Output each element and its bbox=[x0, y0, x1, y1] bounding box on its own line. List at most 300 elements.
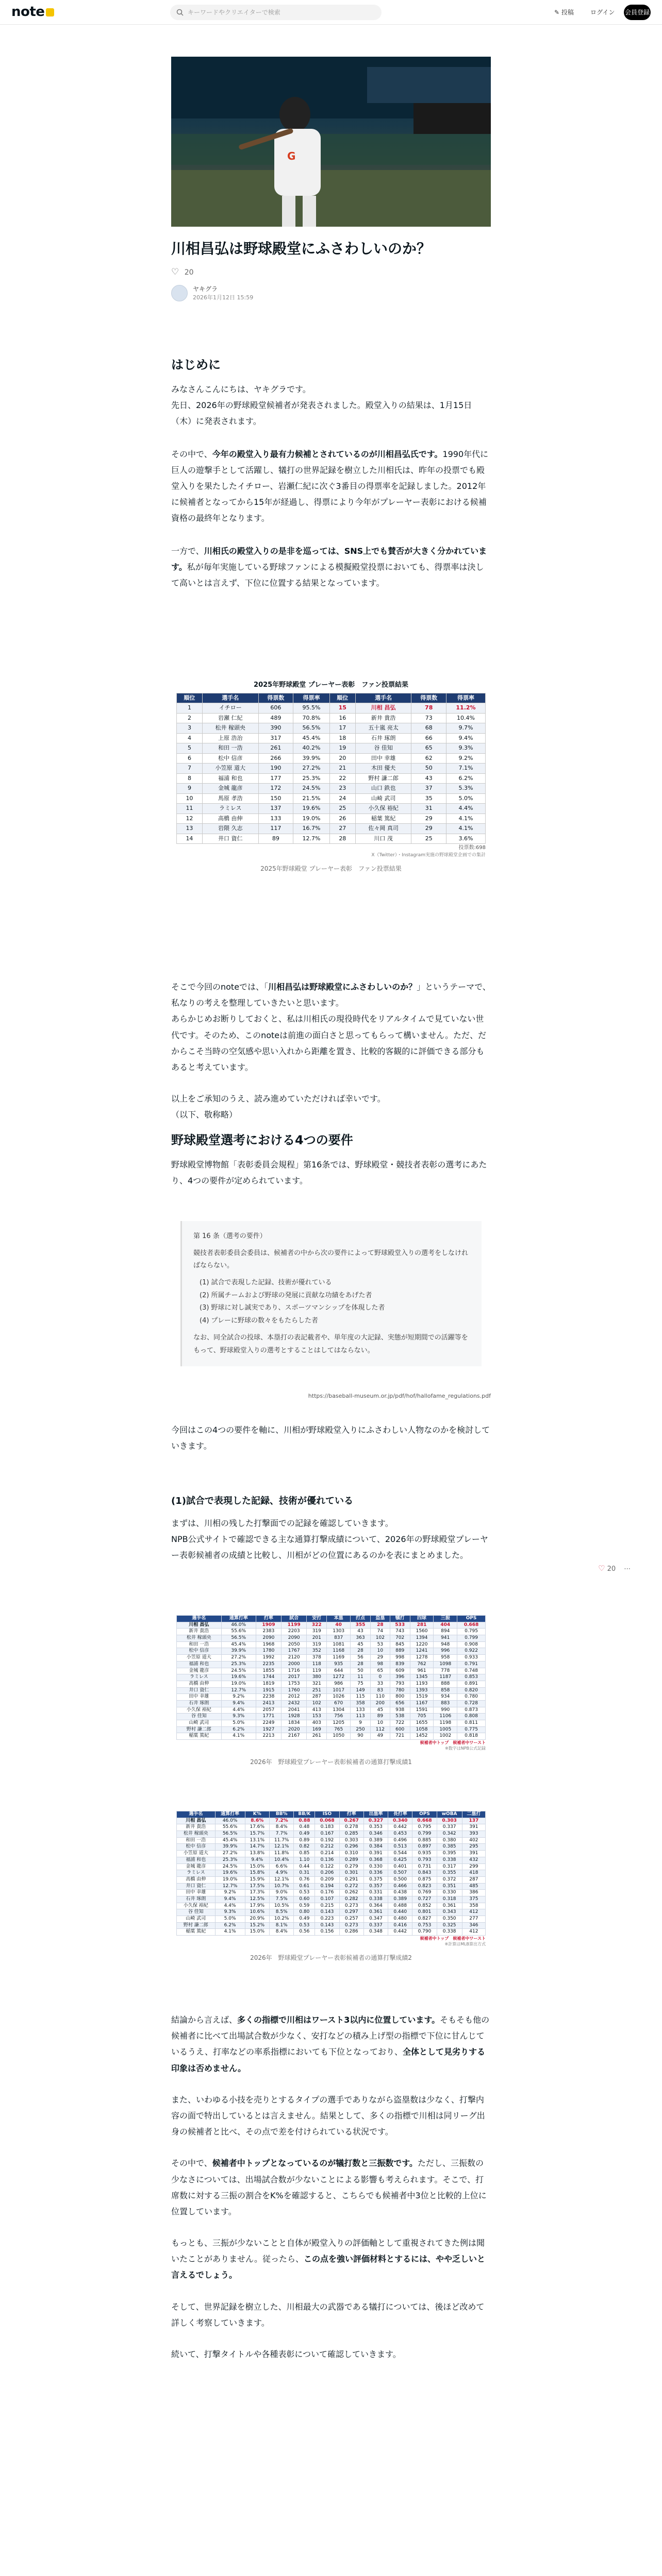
hero-image bbox=[171, 57, 491, 227]
table-cell: 380 bbox=[307, 1674, 327, 1681]
table-cell: 松中 信彦 bbox=[202, 753, 258, 764]
table-row bbox=[177, 824, 486, 834]
table-cell: 8.6% bbox=[245, 1818, 269, 1824]
table-row bbox=[177, 723, 486, 734]
note-logo-mark bbox=[46, 8, 54, 16]
column-header: 得票率 bbox=[446, 693, 486, 703]
table-cell: 0.212 bbox=[315, 1844, 339, 1851]
table-cell: 4.1% bbox=[221, 1733, 256, 1740]
search-icon bbox=[176, 9, 184, 16]
table-cell: 261 bbox=[307, 1733, 327, 1740]
author-avatar[interactable] bbox=[171, 285, 188, 301]
table-cell: 0.780 bbox=[457, 1694, 486, 1701]
table-cell: 4.1% bbox=[446, 824, 486, 834]
table-cell: 井口 資仁 bbox=[177, 1883, 216, 1890]
table-cell: 0.156 bbox=[315, 1929, 339, 1936]
vote-result-table bbox=[176, 693, 486, 844]
table-cell: 10 bbox=[177, 793, 203, 804]
table-row bbox=[177, 1916, 486, 1923]
table-cell: 1272 bbox=[327, 1674, 351, 1681]
table-cell: 0.296 bbox=[339, 1844, 363, 1851]
table-cell: 118 bbox=[307, 1661, 327, 1668]
table-cell: 19.0% bbox=[293, 814, 330, 824]
table-cell: 65 bbox=[411, 743, 446, 754]
figure-caption: 2026年 野球殿堂プレーヤー表彰候補者の通算打撃成績2 bbox=[250, 1954, 412, 1962]
table-cell: 0.273 bbox=[339, 1903, 363, 1909]
table-cell: 11.8% bbox=[269, 1851, 293, 1857]
like-row[interactable] bbox=[171, 267, 491, 278]
table-cell: 0.401 bbox=[388, 1863, 412, 1870]
table-cell: 0.53 bbox=[294, 1922, 315, 1929]
table-cell: 1519 bbox=[410, 1694, 434, 1701]
table-cell: 17 bbox=[329, 723, 355, 734]
column-header: 通算打率 bbox=[215, 1811, 245, 1818]
table-row bbox=[177, 1714, 486, 1720]
table-cell: 9.2% bbox=[221, 1694, 256, 1701]
table-cell: 935 bbox=[327, 1661, 351, 1668]
table-cell: 松井 稼頭央 bbox=[177, 1635, 222, 1642]
table-cell: 765 bbox=[327, 1726, 351, 1733]
table-cell: 46.0% bbox=[215, 1818, 245, 1824]
source-link[interactable]: https://baseball-museum.or.jp/pdf/hof/hallofame_regulations.pdf bbox=[308, 1393, 491, 1399]
table-cell: 250 bbox=[351, 1726, 371, 1733]
table-cell: 9.3% bbox=[446, 743, 486, 754]
table-cell: 200 bbox=[371, 1700, 390, 1707]
table-cell: 12.1% bbox=[269, 1876, 293, 1883]
table-cell: 89 bbox=[258, 834, 293, 844]
table-cell: 8.5% bbox=[269, 1909, 293, 1916]
table-row bbox=[177, 1700, 486, 1707]
table-cell: 363 bbox=[351, 1635, 371, 1642]
table-cell: 0.338 bbox=[437, 1929, 462, 1936]
table-cell: 780 bbox=[390, 1687, 410, 1694]
table-cell: 17.3% bbox=[245, 1890, 269, 1896]
table-cell: 35 bbox=[411, 793, 446, 804]
table-cell: 10.4% bbox=[446, 713, 486, 723]
table-cell: 177 bbox=[258, 773, 293, 784]
table-cell: 0.389 bbox=[363, 1837, 388, 1844]
table-cell: 14 bbox=[177, 834, 203, 844]
table-cell: 0.291 bbox=[339, 1876, 363, 1883]
table-cell: 39.9% bbox=[215, 1844, 245, 1851]
table-row bbox=[177, 1726, 486, 1733]
table-cell: 9 bbox=[351, 1720, 371, 1727]
quote-item: (2) 所属チームおよび野球の発展に貢献な功績をあげた者 bbox=[200, 1291, 372, 1299]
quote-title: 第 16 条（選考の要件） bbox=[193, 1232, 267, 1240]
table-row bbox=[177, 1883, 486, 1890]
author-row[interactable] bbox=[171, 285, 491, 302]
table-cell: 68 bbox=[411, 723, 446, 734]
table-row bbox=[177, 1629, 486, 1635]
table-row bbox=[177, 1694, 486, 1701]
table-cell: 4.4% bbox=[446, 804, 486, 814]
table-cell: 1716 bbox=[282, 1668, 307, 1674]
table-cell: 56.5% bbox=[221, 1635, 256, 1642]
table-row bbox=[177, 1863, 486, 1870]
table-cell: 石井 琢朗 bbox=[355, 733, 411, 743]
table-cell: 0.355 bbox=[437, 1870, 462, 1877]
table-cell: 2120 bbox=[282, 1655, 307, 1662]
table-cell: 6.2% bbox=[446, 773, 486, 784]
table-cell: 新井 貴浩 bbox=[355, 713, 411, 723]
table-cell: 0.480 bbox=[388, 1916, 412, 1923]
table-cell: 0.82 bbox=[294, 1844, 315, 1851]
table-cell: 800 bbox=[390, 1694, 410, 1701]
table-cell: 990 bbox=[434, 1707, 457, 1714]
table-cell: 金城 龍彦 bbox=[202, 784, 258, 794]
table-cell: 1050 bbox=[327, 1733, 351, 1740]
table-cell: 0.297 bbox=[339, 1909, 363, 1916]
table-cell: 702 bbox=[390, 1635, 410, 1642]
table-cell: 0.843 bbox=[412, 1870, 437, 1877]
table-cell: 948 bbox=[434, 1641, 457, 1648]
table-row bbox=[177, 1655, 486, 1662]
table-cell: 0.799 bbox=[457, 1635, 486, 1642]
column-header: 打率 bbox=[256, 1616, 281, 1622]
table-cell: 0.668 bbox=[457, 1622, 486, 1629]
table-cell: 201 bbox=[307, 1635, 327, 1642]
table-cell: 251 bbox=[307, 1687, 327, 1694]
table-cell: 1241 bbox=[410, 1648, 434, 1655]
table-cell: 0.753 bbox=[412, 1922, 437, 1929]
table-cell: 1058 bbox=[410, 1726, 434, 1733]
table-cell: 9.4% bbox=[446, 733, 486, 743]
table-row bbox=[177, 1648, 486, 1655]
paragraph: 一方で、川相氏の殿堂入りの是非を巡っては、SNS上でも賛否が大きく分かれています。私が毎年実施している野球ファンによる模擬殿堂投票においても、得票率は決して高いとは言えず、下位に位置する結果となっています。 bbox=[171, 546, 487, 588]
batting-stats-figure-1 bbox=[176, 1615, 486, 1767]
column-header: 選手名 bbox=[355, 693, 411, 703]
table-row bbox=[177, 1668, 486, 1674]
table-cell: 0.286 bbox=[339, 1929, 363, 1936]
table-cell: 37 bbox=[411, 784, 446, 794]
table-cell: 266 bbox=[258, 753, 293, 764]
table-cell: 0.262 bbox=[339, 1890, 363, 1896]
table-cell: 43 bbox=[411, 773, 446, 784]
table-header-row bbox=[177, 693, 486, 703]
table-row bbox=[177, 1903, 486, 1909]
table-cell: 岩隈 久志 bbox=[202, 824, 258, 834]
table-cell: 7.2% bbox=[269, 1818, 293, 1824]
table-row bbox=[177, 1896, 486, 1903]
table-cell: 8.1% bbox=[269, 1922, 293, 1929]
table-cell: 谷 佳知 bbox=[355, 743, 411, 754]
table-row bbox=[177, 753, 486, 764]
table-cell: 1834 bbox=[282, 1720, 307, 1727]
table-cell: 28 bbox=[351, 1661, 371, 1668]
table-cell: 391 bbox=[462, 1851, 485, 1857]
table-cell: 0.192 bbox=[315, 1837, 339, 1844]
table-row bbox=[177, 1876, 486, 1883]
table-row bbox=[177, 1681, 486, 1687]
table-cell: 8.4% bbox=[269, 1929, 293, 1936]
table-cell: 6 bbox=[177, 753, 203, 764]
table-cell: 7.1% bbox=[446, 764, 486, 774]
table-cell: 0.853 bbox=[457, 1674, 486, 1681]
heart-icon[interactable]: ♡ bbox=[171, 267, 179, 277]
table-cell: 56.5% bbox=[293, 723, 330, 734]
table-cell: 0.416 bbox=[388, 1922, 412, 1929]
column-header: 選手名 bbox=[202, 693, 258, 703]
paragraph: あらかじめお断りしておくと、私は川相氏の現役時代をリアルタイムで見ていない世代です。そのため、このnoteは前進の面白さと思ってもらって構いません。ただ、だからこそ当時の空気感や思い入れから距離を置き、比較的客観的に評価できる部分もあると考えています。 bbox=[171, 1014, 487, 1072]
table-cell: 0.282 bbox=[339, 1896, 363, 1903]
table-cell: 13 bbox=[177, 824, 203, 834]
table-cell: 0.364 bbox=[363, 1903, 388, 1909]
table-cell: 8.4% bbox=[269, 1824, 293, 1831]
table-cell: 29 bbox=[371, 1655, 390, 1662]
table-cell: 谷 佳知 bbox=[177, 1714, 222, 1720]
table-cell: 70.8% bbox=[293, 713, 330, 723]
table-cell: 0.775 bbox=[457, 1726, 486, 1733]
table-cell: 888 bbox=[434, 1681, 457, 1687]
table-cell: 松井 稼頭央 bbox=[177, 1831, 216, 1838]
table-cell: 1968 bbox=[256, 1641, 281, 1648]
table-cell: 74 bbox=[371, 1629, 390, 1635]
table-cell: 0.395 bbox=[437, 1851, 462, 1857]
table-cell: 0.337 bbox=[437, 1824, 462, 1831]
table-cell: 9.4% bbox=[245, 1857, 269, 1863]
table-cell: 0.790 bbox=[412, 1929, 437, 1936]
author-name[interactable]: ヤキグラ bbox=[193, 285, 218, 293]
table-cell: 0.488 bbox=[388, 1903, 412, 1909]
table-cell: 56.5% bbox=[215, 1831, 245, 1838]
table-cell: 4.9% bbox=[269, 1870, 293, 1877]
table-cell: 961 bbox=[410, 1668, 434, 1674]
table-cell: 山崎 武司 bbox=[177, 1916, 216, 1923]
table-cell: 10 bbox=[371, 1720, 390, 1727]
table-cell: 0.795 bbox=[457, 1629, 486, 1635]
table-cell: 0.318 bbox=[437, 1896, 462, 1903]
table-cell: 高橋 由伸 bbox=[177, 1876, 216, 1883]
vote-result-figure bbox=[176, 680, 486, 873]
quote-item: (1) 試合で表現した記録、技術が優れている bbox=[200, 1279, 332, 1287]
table-cell: 0.385 bbox=[437, 1844, 462, 1851]
column-header: 犠打 bbox=[390, 1616, 410, 1622]
table-cell: ラミレス bbox=[177, 1674, 222, 1681]
column-header: K% bbox=[245, 1811, 269, 1818]
table-cell: 0.380 bbox=[437, 1837, 462, 1844]
table-cell: 9.7% bbox=[446, 723, 486, 734]
intro-heading: はじめに bbox=[171, 358, 221, 372]
vote-total: 投票数:698 bbox=[458, 845, 486, 851]
table-cell: 0.330 bbox=[363, 1863, 388, 1870]
table-cell: 0.769 bbox=[412, 1890, 437, 1896]
search-input[interactable]: キーワードやクリエイターで検索 bbox=[170, 5, 382, 20]
table-cell: 83 bbox=[371, 1687, 390, 1694]
table-cell: 7.7% bbox=[269, 1831, 293, 1838]
paragraph: 今回はこの4つの要件を軸に、川相が野球殿堂入りにふさわしい人物なのかを検討していきます。 bbox=[171, 1425, 490, 1451]
table-cell: 0.80 bbox=[294, 1909, 315, 1916]
table-row bbox=[177, 1641, 486, 1648]
table-cell: 0.346 bbox=[363, 1831, 388, 1838]
table-cell: 378 bbox=[307, 1655, 327, 1662]
paragraph: 続いて、打撃タイトルや各種表彰について確認していきます。 bbox=[171, 2349, 401, 2359]
table-cell: 田中 幸雄 bbox=[355, 753, 411, 764]
table-cell: 0.818 bbox=[457, 1733, 486, 1740]
table-cell: 27.2% bbox=[221, 1655, 256, 1662]
table-cell: 355 bbox=[351, 1622, 371, 1629]
register-button[interactable]: 会員登録 bbox=[624, 5, 651, 20]
table-cell: 137 bbox=[462, 1818, 485, 1824]
table-cell: 29 bbox=[411, 814, 446, 824]
table-cell: 894 bbox=[434, 1629, 457, 1635]
table-cell: 28 bbox=[351, 1648, 371, 1655]
table-cell: 0.301 bbox=[339, 1870, 363, 1877]
table-cell: 0.368 bbox=[363, 1857, 388, 1863]
table-row bbox=[177, 1844, 486, 1851]
table-cell: 22 bbox=[329, 773, 355, 784]
analysis-section bbox=[171, 2012, 491, 2362]
table-cell: 28 bbox=[329, 834, 355, 844]
table-cell: 889 bbox=[390, 1648, 410, 1655]
table-cell: 9.3% bbox=[221, 1714, 256, 1720]
share-icon[interactable]: ⋯ bbox=[624, 1565, 631, 1573]
table-cell: 299 bbox=[462, 1863, 485, 1870]
paragraph: まずは、川相の残した打撃面での記録を確認していきます。 bbox=[171, 1518, 393, 1528]
column-header: 三振 bbox=[434, 1616, 457, 1622]
table-cell: 19.0% bbox=[215, 1876, 245, 1883]
table-cell: 0.327 bbox=[363, 1818, 388, 1824]
table-cell: 986 bbox=[327, 1681, 351, 1687]
table-cell: 0.748 bbox=[457, 1668, 486, 1674]
table-cell: 松井 稼頭央 bbox=[202, 723, 258, 734]
table-cell: 0.194 bbox=[315, 1883, 339, 1890]
table-cell: 稲葉 篤紀 bbox=[177, 1733, 222, 1740]
table-cell: 15.2% bbox=[245, 1922, 269, 1929]
table-cell: 五十嵐 亮太 bbox=[355, 723, 411, 734]
table-cell: 新井 貴浩 bbox=[177, 1629, 222, 1635]
quote-item: (3) 野球に対し誠実であり、スポーツマンシップを体現した者 bbox=[200, 1304, 385, 1312]
table-cell: 49 bbox=[371, 1733, 390, 1740]
table-cell: 1 bbox=[177, 703, 203, 714]
column-header: 打点 bbox=[351, 1616, 371, 1622]
note-logo[interactable]: note bbox=[11, 4, 54, 20]
table-cell: 0.808 bbox=[457, 1714, 486, 1720]
table-cell: 115 bbox=[351, 1694, 371, 1701]
table-cell: 73 bbox=[411, 713, 446, 723]
table-cell: 1927 bbox=[256, 1726, 281, 1733]
table-cell: 野村 謙二郎 bbox=[177, 1726, 222, 1733]
table-cell: 小久保 裕紀 bbox=[177, 1707, 222, 1714]
table-row bbox=[177, 1909, 486, 1916]
table-cell: 金城 龍彦 bbox=[177, 1863, 216, 1870]
table-cell: 322 bbox=[307, 1622, 327, 1629]
table-cell: 55.6% bbox=[221, 1629, 256, 1635]
table-cell: 田中 幸雄 bbox=[177, 1890, 216, 1896]
table-cell: 1819 bbox=[256, 1681, 281, 1687]
column-header: 安打 bbox=[307, 1616, 327, 1622]
table-cell: 1909 bbox=[256, 1622, 281, 1629]
table-cell: 98 bbox=[371, 1661, 390, 1668]
table-cell: 11.7% bbox=[269, 1837, 293, 1844]
table-cell: 0.214 bbox=[315, 1851, 339, 1857]
table-cell: 0.317 bbox=[437, 1863, 462, 1870]
column-header: 二塁打 bbox=[462, 1811, 485, 1818]
table-cell: 1167 bbox=[410, 1700, 434, 1707]
subsection-heading: (1)試合で表現した記録、技術が優れている bbox=[171, 1496, 353, 1506]
table-cell: 高橋 由伸 bbox=[202, 814, 258, 824]
table-cell: 0.347 bbox=[363, 1916, 388, 1923]
table-row bbox=[177, 1707, 486, 1714]
table-cell: 317 bbox=[258, 733, 293, 743]
table-cell: 0.507 bbox=[388, 1870, 412, 1877]
paragraph: その中で、今年の殿堂入り最有力候補とされているのが川相昌弘氏です。1990年代に巨人の遊撃手として活躍し、犠打の世界記録を樹立した川相氏は、昨年の投票でも殿堂入りを果たしたイチロー、岩瀬仁紀に次ぐ3番目の得票率を記録しました。2012年に候補者となってから15年が経過し、得票により今年がプレーヤー表彰における候補資格の最終年となります。 bbox=[171, 449, 489, 523]
table-cell: 0.289 bbox=[339, 1857, 363, 1863]
table-cell: 0.303 bbox=[339, 1837, 363, 1844]
table-row bbox=[177, 743, 486, 754]
table-cell: 2050 bbox=[282, 1641, 307, 1648]
table-row bbox=[177, 1674, 486, 1681]
table-cell: 321 bbox=[307, 1681, 327, 1687]
table-cell: 1198 bbox=[434, 1720, 457, 1727]
table-cell: 793 bbox=[390, 1681, 410, 1687]
table-cell: 20.9% bbox=[245, 1916, 269, 1923]
column-header: 選手名 bbox=[177, 1616, 222, 1622]
table-cell: 馬原 孝浩 bbox=[202, 793, 258, 804]
side-like-count: 20 bbox=[607, 1565, 616, 1573]
table-cell: 15.8% bbox=[245, 1870, 269, 1877]
table-cell: 山口 鉄也 bbox=[355, 784, 411, 794]
table-cell: 722 bbox=[390, 1720, 410, 1727]
table-cell: 10 bbox=[371, 1648, 390, 1655]
table-cell: 1760 bbox=[282, 1687, 307, 1694]
table-cell: 24 bbox=[329, 793, 355, 804]
table-cell: 78 bbox=[411, 703, 446, 714]
table-cell: 403 bbox=[307, 1720, 327, 1727]
table-cell: 0.272 bbox=[339, 1883, 363, 1890]
table-cell: 538 bbox=[390, 1714, 410, 1720]
table-cell: 375 bbox=[462, 1896, 485, 1903]
table-cell: 0.873 bbox=[457, 1707, 486, 1714]
table-cell: 119 bbox=[307, 1668, 327, 1674]
table-cell: 0.49 bbox=[294, 1916, 315, 1923]
post-link[interactable]: ✎ 投稿 bbox=[554, 9, 574, 16]
table-cell: 12.1% bbox=[269, 1844, 293, 1851]
table-cell: 0.285 bbox=[339, 1831, 363, 1838]
table-cell: 2000 bbox=[282, 1661, 307, 1668]
table-cell: 2020 bbox=[282, 1726, 307, 1733]
table-cell: 998 bbox=[390, 1655, 410, 1662]
table-cell: 15 bbox=[329, 703, 355, 714]
table-cell: 0.350 bbox=[437, 1916, 462, 1923]
table-cell: 0.267 bbox=[339, 1818, 363, 1824]
table-cell: 33 bbox=[371, 1681, 390, 1687]
table-cell: 190 bbox=[258, 764, 293, 774]
table-cell: 4.4% bbox=[215, 1903, 245, 1909]
table-row bbox=[177, 1922, 486, 1929]
login-link[interactable]: ログイン bbox=[590, 9, 615, 16]
table-cell: 418 bbox=[462, 1870, 485, 1877]
table-cell: 金城 龍彦 bbox=[177, 1668, 222, 1674]
table-cell: 1026 bbox=[327, 1694, 351, 1701]
table-cell: 0.795 bbox=[412, 1824, 437, 1831]
column-header: BB% bbox=[269, 1811, 293, 1818]
side-heart-icon[interactable]: ♡ bbox=[598, 1564, 605, 1573]
table-cell: 上原 浩治 bbox=[202, 733, 258, 743]
table-cell: 609 bbox=[390, 1668, 410, 1674]
like-count: 20 bbox=[184, 268, 194, 277]
table-cell: ラミレス bbox=[202, 804, 258, 814]
table-row bbox=[177, 793, 486, 804]
table-cell: 0.340 bbox=[388, 1818, 412, 1824]
table-cell: 43 bbox=[351, 1629, 371, 1635]
table-cell: 0.209 bbox=[315, 1876, 339, 1883]
table-cell: 0.068 bbox=[315, 1818, 339, 1824]
table-cell: 1017 bbox=[327, 1687, 351, 1694]
figure-caption: 2025年野球殿堂 プレーヤー表彰 ファン投票結果 bbox=[260, 865, 402, 872]
table-cell: 谷 佳知 bbox=[177, 1909, 216, 1916]
table-cell: 0 bbox=[371, 1674, 390, 1681]
table-cell: 23 bbox=[329, 784, 355, 794]
